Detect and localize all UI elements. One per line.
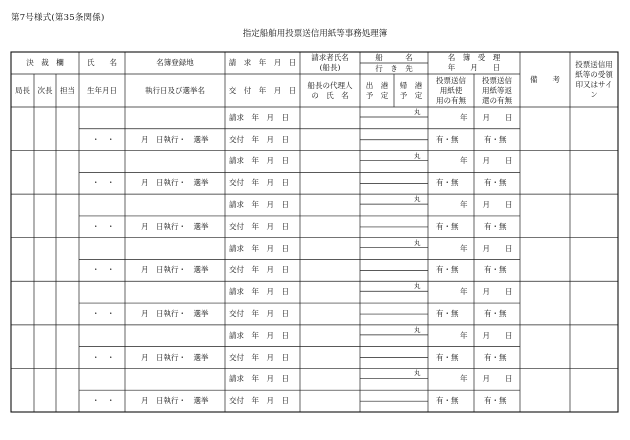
request-date-cell: 請求 年 月 日 xyxy=(229,243,289,253)
registry-receipt-date-cell: 年 月 日 xyxy=(460,112,513,122)
header-receipt-line3: 印又はサイ xyxy=(575,79,613,89)
seal-mark: 丸 xyxy=(414,195,421,204)
header-name: 氏 名 xyxy=(87,58,117,67)
header-used-line2: 用紙使 xyxy=(439,85,463,95)
header-returned-line3: 還の有無 xyxy=(482,95,512,105)
header-return-line2: 予 定 xyxy=(399,90,423,100)
form-number: 第7号様式(第35条関係) xyxy=(11,13,105,23)
returned-flag-cell: 有・無 xyxy=(484,265,507,275)
returned-flag-cell: 有・無 xyxy=(484,178,507,188)
delivery-date-cell: 交付 年 月 日 xyxy=(229,308,289,318)
header-ship-name: 船 名 xyxy=(375,52,413,62)
delivery-date-cell: 交付 年 月 日 xyxy=(229,396,289,406)
used-flag-cell: 有・無 xyxy=(436,396,459,406)
delivery-date-cell: 交付 年 月 日 xyxy=(229,265,289,275)
header-destination: 行 き 先 xyxy=(375,63,413,73)
header-decision-director: 局長 xyxy=(15,85,30,95)
header-agent-line2: の 氏 名 xyxy=(311,90,349,100)
birth-date-cell: ・ ・ xyxy=(92,396,115,406)
header-registry-address: 名簿登録地 xyxy=(156,58,194,67)
header-birth: 生年月日 xyxy=(87,85,117,95)
seal-mark: 丸 xyxy=(414,238,421,247)
seal-mark: 丸 xyxy=(414,108,421,116)
returned-flag-cell: 有・無 xyxy=(484,134,507,144)
registry-receipt-date-cell: 年 月 日 xyxy=(460,374,513,384)
header-used-line3: 用の有無 xyxy=(436,95,466,105)
returned-flag-cell: 有・無 xyxy=(484,308,507,318)
exec-election-cell: 月 日執行・ 選挙 xyxy=(141,134,209,144)
request-date-cell: 請求 年 月 日 xyxy=(229,330,289,340)
form-title: 指定船舶用投票送信用紙等事務処理簿 xyxy=(242,29,388,39)
header-departure xyxy=(360,74,394,107)
used-flag-cell: 有・無 xyxy=(436,134,459,144)
delivery-date-cell: 交付 年 月 日 xyxy=(229,352,289,362)
request-date-cell: 請求 年 月 日 xyxy=(229,156,289,166)
registry-receipt-date-cell: 年 月 日 xyxy=(460,287,513,297)
exec-election-cell: 月 日執行・ 選挙 xyxy=(141,308,209,318)
exec-election-cell: 月 日執行・ 選挙 xyxy=(141,352,209,362)
header-registry-receipt-line2: 年 月 日 xyxy=(447,63,501,72)
registry-receipt-date-cell: 年 月 日 xyxy=(460,156,513,166)
header-delivery-date: 交 付 年 月 日 xyxy=(228,85,297,95)
registry-receipt-date-cell: 年 月 日 xyxy=(460,243,513,253)
seal-mark: 丸 xyxy=(414,282,421,291)
header-agent xyxy=(300,74,360,107)
birth-date-cell: ・ ・ xyxy=(92,221,115,231)
delivery-date-cell: 交付 年 月 日 xyxy=(229,134,289,144)
used-flag-cell: 有・無 xyxy=(436,221,459,231)
header-decision-staff: 担当 xyxy=(60,85,75,95)
request-date-cell: 請求 年 月 日 xyxy=(229,287,289,297)
birth-date-cell: ・ ・ xyxy=(92,352,115,362)
birth-date-cell: ・ ・ xyxy=(92,178,115,188)
header-receipt-line2: 紙等の受領 xyxy=(575,69,613,79)
used-flag-cell: 有・無 xyxy=(436,308,459,318)
header-receipt-line4: ン xyxy=(590,89,598,99)
returned-flag-cell: 有・無 xyxy=(484,396,507,406)
header-returned xyxy=(474,74,520,107)
header-requester-line1: 請求者氏名 xyxy=(311,53,349,62)
header-return xyxy=(394,74,428,107)
birth-date-cell: ・ ・ xyxy=(92,265,115,275)
exec-election-cell: 月 日執行・ 選挙 xyxy=(141,221,209,231)
used-flag-cell: 有・無 xyxy=(436,352,459,362)
header-remarks: 備 考 xyxy=(530,74,560,84)
exec-election-cell: 月 日執行・ 選挙 xyxy=(141,396,209,406)
header-return-line1: 帰 港 xyxy=(399,80,423,90)
request-date-cell: 請求 年 月 日 xyxy=(229,374,289,384)
header-used-line1: 投票送信 xyxy=(436,75,466,85)
header-registry-receipt-line1: 名 簿 受 理 xyxy=(447,53,501,62)
exec-election-cell: 月 日執行・ 選挙 xyxy=(141,265,209,275)
header-used xyxy=(428,74,474,107)
header-receipt-seal xyxy=(570,52,618,107)
request-date-cell: 請求 年 月 日 xyxy=(229,112,289,122)
header-departure-line1: 出 港 xyxy=(365,80,389,90)
delivery-date-cell: 交付 年 月 日 xyxy=(229,178,289,188)
birth-date-cell: ・ ・ xyxy=(92,134,115,144)
seal-mark: 丸 xyxy=(414,151,421,160)
header-receipt-line1: 投票送信用 xyxy=(575,59,613,69)
header-request-date: 請 求 年 月 日 xyxy=(228,58,297,67)
seal-mark: 丸 xyxy=(414,325,421,334)
registry-receipt-date-cell: 年 月 日 xyxy=(460,330,513,340)
returned-flag-cell: 有・無 xyxy=(484,352,507,362)
header-requester-line2: (船長) xyxy=(319,63,341,72)
used-flag-cell: 有・無 xyxy=(436,178,459,188)
header-requester xyxy=(300,52,360,74)
exec-election-cell: 月 日執行・ 選挙 xyxy=(141,178,209,188)
returned-flag-cell: 有・無 xyxy=(484,221,507,231)
header-exec-date: 執行日及び選挙名 xyxy=(145,85,205,95)
header-registry-receipt xyxy=(428,52,520,74)
registry-receipt-date-cell: 年 月 日 xyxy=(460,200,513,210)
header-departure-line2: 予 定 xyxy=(365,90,389,100)
header-returned-line1: 投票送信 xyxy=(482,75,512,85)
birth-date-cell: ・ ・ xyxy=(92,308,115,318)
header-decision-deputy: 次長 xyxy=(37,85,53,95)
seal-mark: 丸 xyxy=(414,369,421,378)
request-date-cell: 請求 年 月 日 xyxy=(229,200,289,210)
header-decision: 決 裁 欄 xyxy=(26,58,64,67)
header-returned-line2: 用紙等返 xyxy=(482,85,512,95)
header-agent-line1: 船長の代理人 xyxy=(307,80,353,90)
delivery-date-cell: 交付 年 月 日 xyxy=(229,221,289,231)
used-flag-cell: 有・無 xyxy=(436,265,459,275)
